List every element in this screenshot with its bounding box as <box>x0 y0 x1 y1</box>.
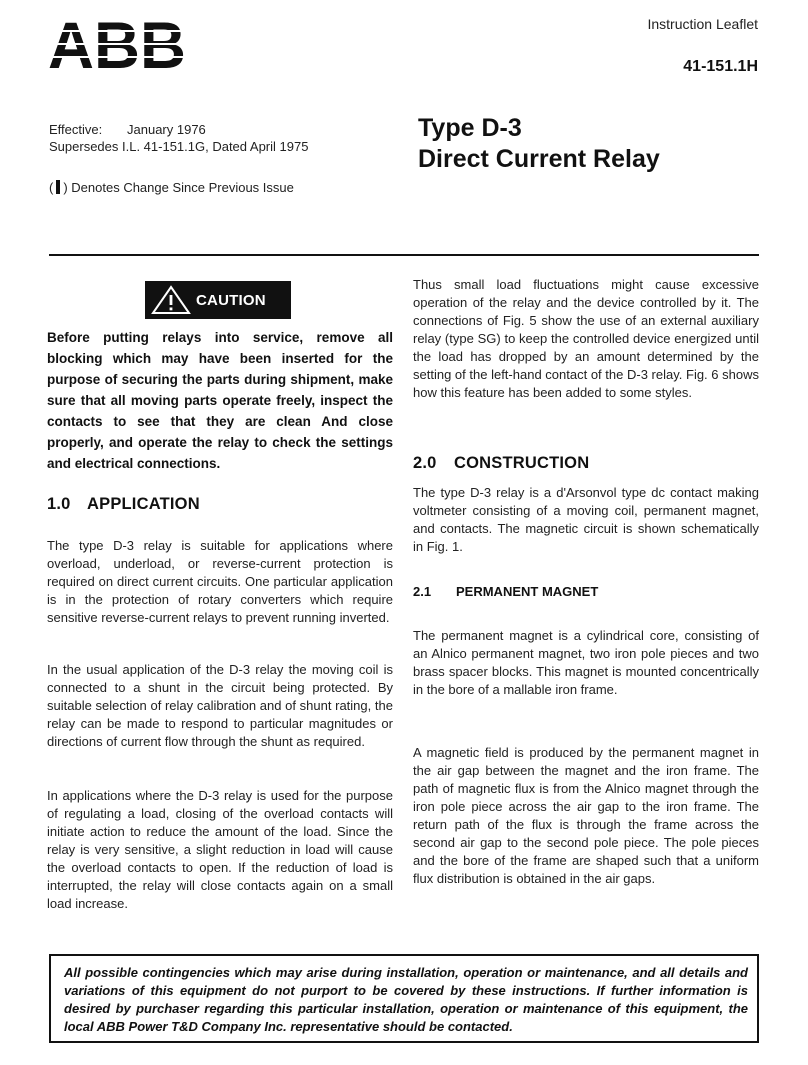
warning-triangle-icon <box>151 285 191 315</box>
change-note-open: ( <box>49 180 54 195</box>
document-type: Instruction Leaflet <box>647 16 758 32</box>
section-heading-application <box>47 495 200 514</box>
change-bar-icon <box>56 180 60 194</box>
application-paragraph-4: Thus small load fluctuations might cause excessive operation of the relay and the device controlled by it. The connections of Fig. 5 show the use of an external auxiliary relay (type SG) to keep the controlled device energized until the load has dropped by an amount determined by the setting of the left-hand contact of the D-3 relay. Fig. 6 shows how this feature has been added to some styles. <box>413 277 759 400</box>
application-paragraph-3: In applications where the D-3 relay is used for the purpose of regulating a load, closing of the overload contacts will initiate action to reduce the amount of the load. Since the relay is very sensitive, a slight reduction in load will cause the overload contacts to open. If the reduction of load is interrupted, the relay will close contacts again on a small load increase. <box>47 788 393 911</box>
section-title: PERMANENT MAGNET <box>456 584 599 599</box>
caution-box <box>145 281 291 319</box>
effective-line <box>49 121 308 138</box>
abb-logo-mark <box>48 18 186 70</box>
effective-block <box>49 121 308 155</box>
document-number: 41-151.1H <box>683 58 758 75</box>
disclaimer-box <box>49 954 759 1043</box>
section-number: 2.0 <box>413 454 437 472</box>
section-title: APPLICATION <box>87 495 200 513</box>
application-paragraph-1: The type D-3 relay is suitable for applications where overload, underload, or reverse-current protection is required on direct current circuits. One particular application is in the protection of rotary converters which require sensitive reverse-current relays to prevent running inverted. <box>47 538 393 625</box>
section-heading-permanent-magnet <box>413 584 598 599</box>
document-title <box>418 113 660 175</box>
change-note <box>49 180 294 195</box>
permanent-magnet-paragraph-1: The permanent magnet is a cylindrical core, consisting of an Alnico permanent magnet, two iron pole pieces and two brass spacer blocks. This magnet is mounted concentrically in the bore of a mallable iron frame. <box>413 628 759 697</box>
caution-text: Before putting relays into service, remove all blocking which may have been inserted for the purpose of securing the parts during shipment, make sure that all moving parts operate freely, inspect the contacts to see that they are clean And close properly, and operate the relay to check the settings and electrical connections. <box>47 330 393 471</box>
permanent-magnet-paragraph-2: A magnetic field is produced by the permanent magnet in the air gap between the magnet and the iron frame. The path of magnetic flux is from the Alnico magnet through the iron pole piece across the air gap to the iron frame. The return path of the flux is through the frame across the second air gap to the second pole piece. The pole pieces and the bore of the frame are shaped such that a uniform flux distribution is obtained in the air gaps. <box>413 745 759 886</box>
title-line-1: Type D-3 <box>418 114 522 142</box>
section-title: CONSTRUCTION <box>454 454 590 472</box>
disclaimer-text: All possible contingencies which may arise during installation, operation or maintenance, and all details and variations of this equipment do not purport to be covered by these instructions. If further information is desired by purchaser regarding this particular installation, operation or maintenance of this equipment, the local ABB Power T&D Company Inc. representative should be contacted. <box>64 965 748 1034</box>
effective-date: January 1976 <box>127 122 206 137</box>
change-note-text: ) Denotes Change Since Previous Issue <box>63 180 294 195</box>
application-paragraph-2: In the usual application of the D-3 relay the moving coil is connected to a shunt in the circuit being protected. By suitable selection of relay calibration and of shunt rating, the relay can be made to respond to particular magnitudes or directions of current flow through the shunt as required. <box>47 662 393 749</box>
section-number: 1.0 <box>47 495 71 513</box>
supersedes-line: Supersedes I.L. 41-151.1G, Dated April 1975 <box>49 139 309 154</box>
section-heading-construction <box>413 454 589 473</box>
effective-label: Effective: <box>49 122 103 137</box>
caution-label: CAUTION <box>196 292 266 309</box>
abb-logo <box>48 18 186 70</box>
construction-paragraph-1: The type D-3 relay is a d'Arsonvol type dc contact making voltmeter consisting of a moving coil, permanent magnet, and contacts. The magnetic circuit is shown schematically in Fig. 1. <box>413 485 759 554</box>
title-line-2: Direct Current Relay <box>418 145 660 173</box>
section-number: 2.1 <box>413 584 432 599</box>
header-divider <box>49 254 759 256</box>
